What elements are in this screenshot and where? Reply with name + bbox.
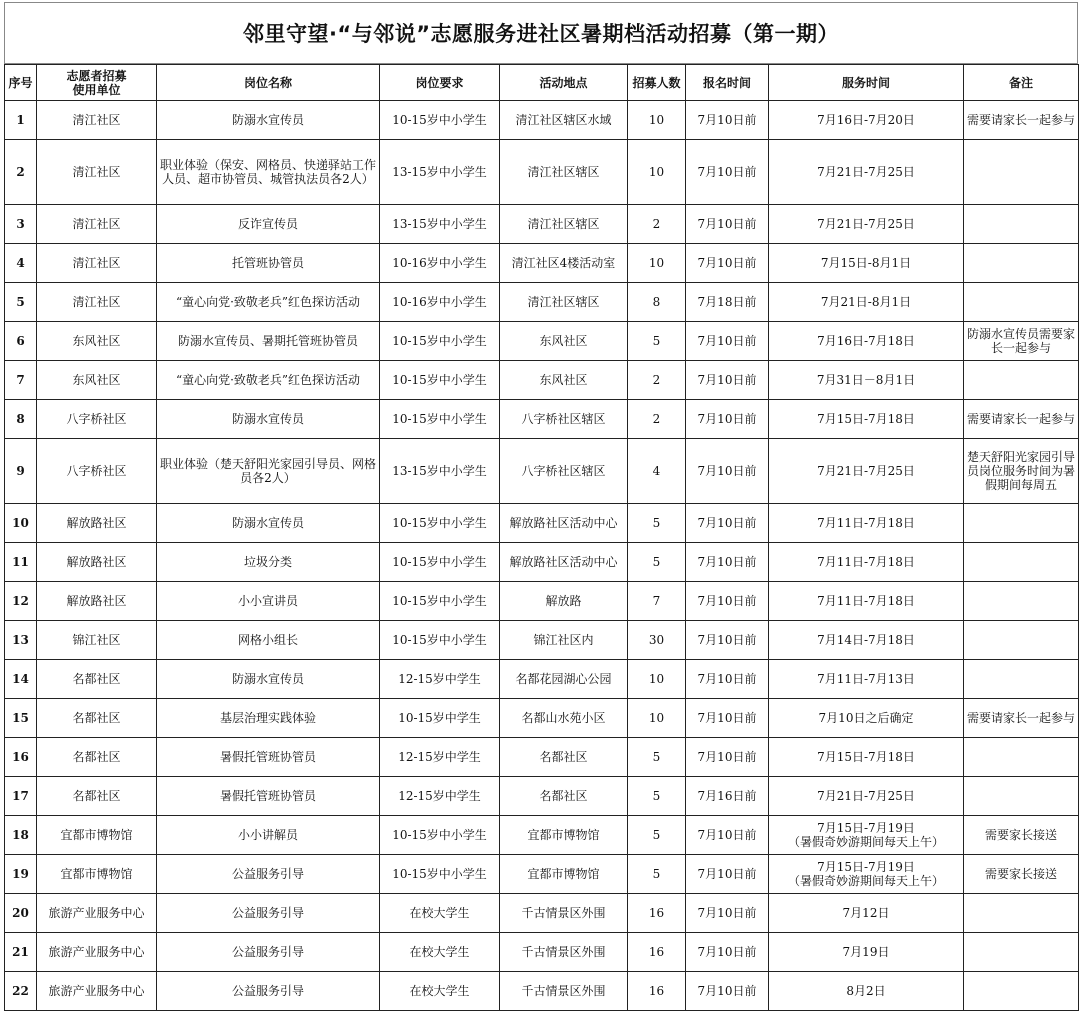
cell-index: 1 <box>5 101 37 140</box>
cell-requirement: 10-15岁中小学生 <box>380 855 500 894</box>
cell-headcount: 10 <box>628 140 686 205</box>
table-row <box>5 400 1079 439</box>
cell-index: 22 <box>5 972 37 1011</box>
cell-requirement: 在校大学生 <box>380 894 500 933</box>
cell-position: 公益服务引导 <box>157 933 380 972</box>
cell-unit: 八字桥社区 <box>37 439 157 504</box>
cell-headcount: 10 <box>628 660 686 699</box>
cell-signup-time: 7月10日前 <box>686 361 769 400</box>
cell-remarks: 需要请家长一起参与 <box>964 699 1079 738</box>
cell-requirement: 10-15岁中小学生 <box>380 101 500 140</box>
cell-service-time: 7月31日－8月1日 <box>769 361 964 400</box>
cell-remarks: 需要家长接送 <box>964 855 1079 894</box>
cell-location: 八字桥社区辖区 <box>500 439 628 504</box>
cell-position: 防溺水宣传员 <box>157 660 380 699</box>
cell-headcount: 10 <box>628 101 686 140</box>
cell-signup-time: 7月10日前 <box>686 738 769 777</box>
cell-remarks: 防溺水宣传员需要家长一起参与 <box>964 322 1079 361</box>
header-requirement: 岗位要求 <box>380 65 500 101</box>
cell-unit: 解放路社区 <box>37 582 157 621</box>
cell-headcount: 5 <box>628 855 686 894</box>
cell-requirement: 在校大学生 <box>380 933 500 972</box>
table-row <box>5 972 1079 1011</box>
cell-location: 名都花园湖心公园 <box>500 660 628 699</box>
cell-location: 名都社区 <box>500 777 628 816</box>
cell-location: 清江社区辖区 <box>500 205 628 244</box>
cell-remarks <box>964 894 1079 933</box>
table-row <box>5 504 1079 543</box>
cell-remarks <box>964 283 1079 322</box>
cell-remarks <box>964 504 1079 543</box>
table-header-row <box>5 65 1079 101</box>
cell-unit: 解放路社区 <box>37 504 157 543</box>
header-unit: 志愿者招募 使用单位 <box>37 65 157 101</box>
cell-requirement: 12-15岁中学生 <box>380 777 500 816</box>
cell-service-time: 7月15日-7月18日 <box>769 400 964 439</box>
header-position: 岗位名称 <box>157 65 380 101</box>
cell-position: 网格小组长 <box>157 621 380 660</box>
cell-index: 2 <box>5 140 37 205</box>
cell-unit: 宜都市博物馆 <box>37 855 157 894</box>
cell-requirement: 10-15岁中小学生 <box>380 400 500 439</box>
cell-requirement: 13-15岁中小学生 <box>380 205 500 244</box>
table-row <box>5 361 1079 400</box>
cell-unit: 清江社区 <box>37 101 157 140</box>
cell-headcount: 4 <box>628 439 686 504</box>
cell-headcount: 10 <box>628 699 686 738</box>
cell-index: 6 <box>5 322 37 361</box>
cell-requirement: 10-15岁中小学生 <box>380 816 500 855</box>
cell-signup-time: 7月10日前 <box>686 855 769 894</box>
header-headcount: 招募人数 <box>628 65 686 101</box>
cell-requirement: 10-15岁中小学生 <box>380 504 500 543</box>
cell-index: 17 <box>5 777 37 816</box>
cell-location: 东风社区 <box>500 361 628 400</box>
cell-headcount: 16 <box>628 933 686 972</box>
cell-service-time: 7月12日 <box>769 894 964 933</box>
cell-position: 基层治理实践体验 <box>157 699 380 738</box>
cell-requirement: 10-15岁中小学生 <box>380 322 500 361</box>
cell-position: 托管班协管员 <box>157 244 380 283</box>
cell-headcount: 2 <box>628 400 686 439</box>
cell-signup-time: 7月10日前 <box>686 699 769 738</box>
cell-unit: 名都社区 <box>37 777 157 816</box>
cell-index: 19 <box>5 855 37 894</box>
cell-remarks <box>964 660 1079 699</box>
cell-location: 解放路社区活动中心 <box>500 543 628 582</box>
cell-service-time: 7月11日-7月13日 <box>769 660 964 699</box>
cell-service-time: 7月15日-7月19日 （暑假奇妙游期间每天上午） <box>769 855 964 894</box>
table-row <box>5 894 1079 933</box>
cell-unit: 名都社区 <box>37 699 157 738</box>
cell-signup-time: 7月10日前 <box>686 543 769 582</box>
cell-location: 解放路社区活动中心 <box>500 504 628 543</box>
cell-service-time: 7月16日-7月20日 <box>769 101 964 140</box>
cell-service-time: 7月21日-7月25日 <box>769 205 964 244</box>
cell-service-time: 7月21日-7月25日 <box>769 439 964 504</box>
table-row <box>5 738 1079 777</box>
cell-location: 东风社区 <box>500 322 628 361</box>
cell-unit: 清江社区 <box>37 140 157 205</box>
cell-signup-time: 7月10日前 <box>686 322 769 361</box>
cell-remarks: 楚天舒阳光家园引导员岗位服务时间为暑假期间每周五 <box>964 439 1079 504</box>
cell-position: 防溺水宣传员 <box>157 504 380 543</box>
cell-unit: 八字桥社区 <box>37 400 157 439</box>
page-title: 邻里守望·“与邻说”志愿服务进社区暑期档活动招募（第一期） <box>242 22 840 46</box>
cell-service-time: 7月15日-7月19日 （暑假奇妙游期间每天上午） <box>769 816 964 855</box>
cell-requirement: 13-15岁中小学生 <box>380 140 500 205</box>
cell-location: 宜都市博物馆 <box>500 855 628 894</box>
cell-location: 清江社区4楼活动室 <box>500 244 628 283</box>
cell-signup-time: 7月10日前 <box>686 439 769 504</box>
cell-position: 职业体验（保安、网格员、快递驿站工作人员、超市协管员、城管执法员各2人） <box>157 140 380 205</box>
table-row <box>5 777 1079 816</box>
cell-unit: 清江社区 <box>37 205 157 244</box>
cell-index: 10 <box>5 504 37 543</box>
cell-unit: 旅游产业服务中心 <box>37 933 157 972</box>
table-row <box>5 621 1079 660</box>
title-banner <box>4 2 1078 64</box>
cell-headcount: 5 <box>628 777 686 816</box>
table-row <box>5 699 1079 738</box>
cell-position: 小小宣讲员 <box>157 582 380 621</box>
cell-service-time: 7月11日-7月18日 <box>769 504 964 543</box>
cell-service-time: 8月2日 <box>769 972 964 1011</box>
cell-headcount: 7 <box>628 582 686 621</box>
cell-location: 清江社区辖区水域 <box>500 101 628 140</box>
cell-position: “童心向党·致敬老兵”红色探访活动 <box>157 283 380 322</box>
cell-remarks: 需要请家长一起参与 <box>964 400 1079 439</box>
cell-remarks <box>964 777 1079 816</box>
cell-service-time: 7月11日-7月18日 <box>769 582 964 621</box>
cell-remarks <box>964 738 1079 777</box>
cell-signup-time: 7月10日前 <box>686 205 769 244</box>
cell-signup-time: 7月10日前 <box>686 504 769 543</box>
cell-requirement: 10-15岁中小学生 <box>380 582 500 621</box>
cell-service-time: 7月15日-8月1日 <box>769 244 964 283</box>
cell-remarks <box>964 140 1079 205</box>
cell-position: 防溺水宣传员 <box>157 400 380 439</box>
cell-unit: 名都社区 <box>37 738 157 777</box>
cell-position: 防溺水宣传员 <box>157 101 380 140</box>
cell-signup-time: 7月10日前 <box>686 660 769 699</box>
cell-index: 18 <box>5 816 37 855</box>
cell-unit: 名都社区 <box>37 660 157 699</box>
cell-requirement: 10-15岁中学生 <box>380 699 500 738</box>
cell-position: 职业体验（楚天舒阳光家园引导员、网格员各2人） <box>157 439 380 504</box>
cell-headcount: 5 <box>628 738 686 777</box>
cell-index: 7 <box>5 361 37 400</box>
cell-signup-time: 7月10日前 <box>686 101 769 140</box>
cell-position: “童心向党·致敬老兵”红色探访活动 <box>157 361 380 400</box>
cell-headcount: 8 <box>628 283 686 322</box>
cell-service-time: 7月10日之后确定 <box>769 699 964 738</box>
cell-index: 14 <box>5 660 37 699</box>
cell-unit: 解放路社区 <box>37 543 157 582</box>
cell-remarks <box>964 933 1079 972</box>
cell-requirement: 10-16岁中小学生 <box>380 283 500 322</box>
cell-unit: 清江社区 <box>37 244 157 283</box>
cell-headcount: 2 <box>628 205 686 244</box>
cell-location: 宜都市博物馆 <box>500 816 628 855</box>
recruitment-table <box>4 64 1079 1011</box>
cell-index: 20 <box>5 894 37 933</box>
table-row <box>5 660 1079 699</box>
cell-index: 13 <box>5 621 37 660</box>
cell-remarks <box>964 244 1079 283</box>
cell-remarks <box>964 205 1079 244</box>
cell-index: 8 <box>5 400 37 439</box>
cell-headcount: 5 <box>628 816 686 855</box>
cell-position: 防溺水宣传员、暑期托管班协管员 <box>157 322 380 361</box>
cell-location: 解放路 <box>500 582 628 621</box>
cell-headcount: 5 <box>628 504 686 543</box>
cell-requirement: 10-15岁中小学生 <box>380 543 500 582</box>
cell-signup-time: 7月10日前 <box>686 244 769 283</box>
cell-location: 千古情景区外围 <box>500 972 628 1011</box>
cell-index: 11 <box>5 543 37 582</box>
cell-index: 15 <box>5 699 37 738</box>
table-row <box>5 933 1079 972</box>
cell-position: 反诈宣传员 <box>157 205 380 244</box>
cell-service-time: 7月11日-7月18日 <box>769 543 964 582</box>
cell-headcount: 2 <box>628 361 686 400</box>
cell-service-time: 7月21日-8月1日 <box>769 283 964 322</box>
table-body <box>5 101 1079 1011</box>
cell-index: 21 <box>5 933 37 972</box>
cell-signup-time: 7月10日前 <box>686 140 769 205</box>
table-row <box>5 855 1079 894</box>
cell-position: 垃圾分类 <box>157 543 380 582</box>
cell-position: 暑假托管班协管员 <box>157 738 380 777</box>
cell-signup-time: 7月18日前 <box>686 283 769 322</box>
cell-requirement: 13-15岁中小学生 <box>380 439 500 504</box>
cell-service-time: 7月16日-7月18日 <box>769 322 964 361</box>
cell-unit: 旅游产业服务中心 <box>37 972 157 1011</box>
cell-location: 千古情景区外围 <box>500 933 628 972</box>
cell-requirement: 10-15岁中小学生 <box>380 361 500 400</box>
cell-unit: 宜都市博物馆 <box>37 816 157 855</box>
cell-service-time: 7月14日-7月18日 <box>769 621 964 660</box>
cell-signup-time: 7月10日前 <box>686 582 769 621</box>
cell-index: 4 <box>5 244 37 283</box>
cell-signup-time: 7月10日前 <box>686 933 769 972</box>
cell-requirement: 12-15岁中学生 <box>380 738 500 777</box>
table-row <box>5 283 1079 322</box>
cell-index: 3 <box>5 205 37 244</box>
cell-service-time: 7月21日-7月25日 <box>769 777 964 816</box>
cell-requirement: 10-15岁中小学生 <box>380 621 500 660</box>
cell-unit: 旅游产业服务中心 <box>37 894 157 933</box>
cell-headcount: 16 <box>628 972 686 1011</box>
cell-headcount: 30 <box>628 621 686 660</box>
table-row <box>5 101 1079 140</box>
cell-index: 16 <box>5 738 37 777</box>
header-service-time: 服务时间 <box>769 65 964 101</box>
cell-index: 12 <box>5 582 37 621</box>
cell-remarks <box>964 361 1079 400</box>
cell-remarks <box>964 621 1079 660</box>
cell-position: 公益服务引导 <box>157 855 380 894</box>
cell-requirement: 10-16岁中小学生 <box>380 244 500 283</box>
cell-signup-time: 7月10日前 <box>686 972 769 1011</box>
table-row <box>5 140 1079 205</box>
cell-unit: 清江社区 <box>37 283 157 322</box>
table-row <box>5 322 1079 361</box>
cell-position: 暑假托管班协管员 <box>157 777 380 816</box>
table-row <box>5 244 1079 283</box>
cell-headcount: 5 <box>628 543 686 582</box>
cell-service-time: 7月15日-7月18日 <box>769 738 964 777</box>
cell-position: 公益服务引导 <box>157 894 380 933</box>
cell-remarks: 需要家长接送 <box>964 816 1079 855</box>
cell-requirement: 在校大学生 <box>380 972 500 1011</box>
cell-service-time: 7月21日-7月25日 <box>769 140 964 205</box>
cell-location: 名都山水苑小区 <box>500 699 628 738</box>
cell-signup-time: 7月10日前 <box>686 816 769 855</box>
cell-location: 八字桥社区辖区 <box>500 400 628 439</box>
cell-signup-time: 7月10日前 <box>686 400 769 439</box>
cell-index: 5 <box>5 283 37 322</box>
cell-location: 清江社区辖区 <box>500 283 628 322</box>
cell-service-time: 7月19日 <box>769 933 964 972</box>
table-row <box>5 205 1079 244</box>
cell-location: 清江社区辖区 <box>500 140 628 205</box>
cell-remarks <box>964 543 1079 582</box>
cell-unit: 东风社区 <box>37 361 157 400</box>
table-row <box>5 543 1079 582</box>
cell-signup-time: 7月10日前 <box>686 894 769 933</box>
cell-unit: 东风社区 <box>37 322 157 361</box>
cell-signup-time: 7月10日前 <box>686 621 769 660</box>
cell-remarks: 需要请家长一起参与 <box>964 101 1079 140</box>
table-row <box>5 582 1079 621</box>
cell-headcount: 16 <box>628 894 686 933</box>
cell-requirement: 12-15岁中学生 <box>380 660 500 699</box>
cell-remarks <box>964 582 1079 621</box>
table-row <box>5 816 1079 855</box>
cell-signup-time: 7月16日前 <box>686 777 769 816</box>
cell-location: 锦江社区内 <box>500 621 628 660</box>
cell-headcount: 10 <box>628 244 686 283</box>
cell-index: 9 <box>5 439 37 504</box>
cell-remarks <box>964 972 1079 1011</box>
header-index: 序号 <box>5 65 37 101</box>
header-remarks: 备注 <box>964 65 1079 101</box>
cell-location: 名都社区 <box>500 738 628 777</box>
header-location: 活动地点 <box>500 65 628 101</box>
cell-position: 公益服务引导 <box>157 972 380 1011</box>
header-signup-time: 报名时间 <box>686 65 769 101</box>
table-row <box>5 439 1079 504</box>
cell-location: 千古情景区外围 <box>500 894 628 933</box>
cell-unit: 锦江社区 <box>37 621 157 660</box>
cell-position: 小小讲解员 <box>157 816 380 855</box>
cell-headcount: 5 <box>628 322 686 361</box>
